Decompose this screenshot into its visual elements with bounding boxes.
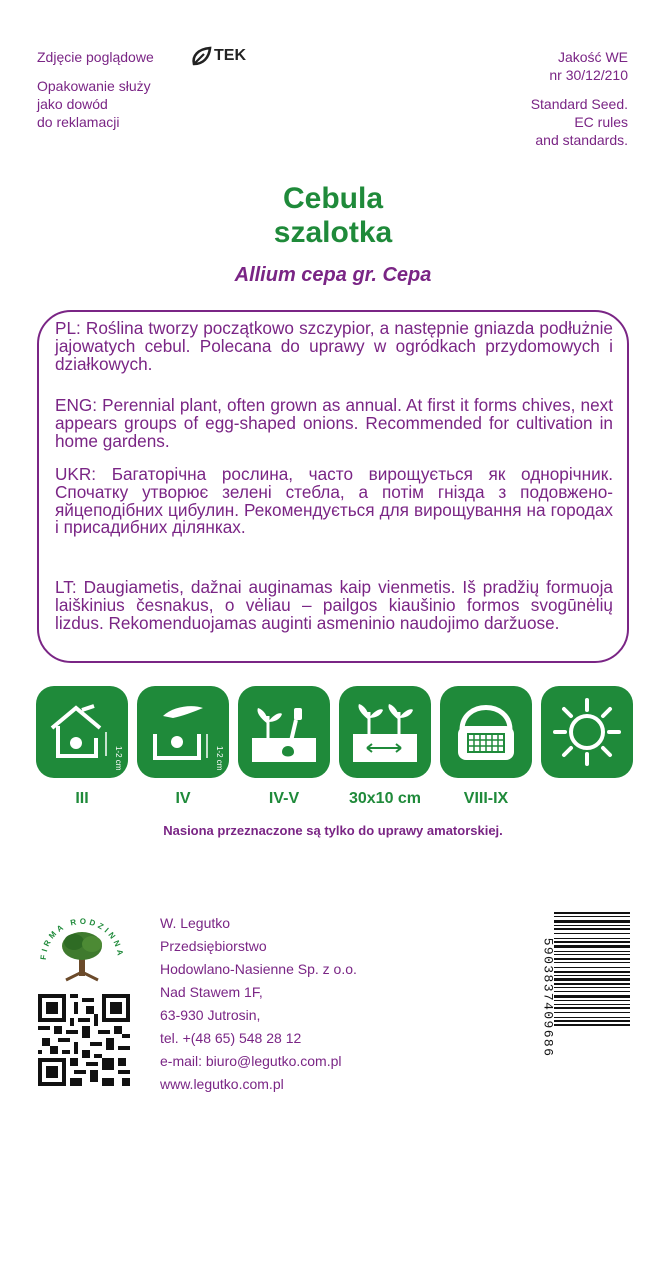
open-ground-sowing-icon — [137, 686, 229, 778]
barcode-bar — [554, 945, 630, 948]
icon-label-sowing-cover: III — [75, 790, 89, 807]
spacing-icon — [339, 686, 431, 778]
standard-note: Standard Seed. EC rules and standards. — [530, 96, 628, 148]
icon-label-sowing-ground: IV — [175, 790, 191, 807]
barcode — [534, 910, 630, 1086]
description-pl: PL: Roślina tworzy początkowo szczypior, a następnie gniazda podłużnie jajowatych cebul. Polecana do uprawy w ogródkach przydomowych i działkowych. — [55, 318, 613, 374]
harvest-basket-icon — [440, 686, 532, 778]
phone: tel. +(48 65) 548 28 12 — [160, 1030, 302, 1046]
barcode-bar — [554, 978, 630, 981]
planting-icon — [238, 686, 330, 778]
icon-label-harvest: VIII-IX — [463, 790, 509, 807]
amateur-note: Nasiona przeznaczone są tylko do uprawy amatorskiej. — [163, 823, 503, 838]
latin-name: Allium cepa gr. Cepa — [234, 264, 432, 286]
svg-text:FIRMA RODZINNA: FIRMA RODZINNA — [38, 916, 126, 961]
barcode-bar — [554, 958, 630, 960]
barcode-bar — [554, 916, 630, 917]
sun-icon — [541, 686, 633, 778]
address-city: 63-930 Jutrosin, — [160, 1007, 261, 1023]
barcode-bar — [554, 975, 630, 976]
company-logo — [36, 908, 128, 988]
company-address: W. Legutko Przedsiębiorstwo Hodowlano-Nasienne Sp. z o.o. Nad Stawem 1F, 63-930 Jutrosin, tel. +(48 65) 548 28 12 e-mail: biuro@legutko.com.pl www.legutko.com.pl — [160, 912, 357, 1096]
website-link[interactable]: www.legutko.com.pl — [160, 1076, 284, 1092]
icon-label-spacing: 30x10 cm — [348, 790, 422, 807]
barcode-bar — [554, 1004, 630, 1005]
barcode-bar — [554, 971, 630, 973]
tek-badge: TEK — [190, 46, 246, 66]
barcode-bar — [554, 933, 630, 934]
barcode-bar — [554, 938, 630, 939]
barcode-bar — [554, 995, 630, 998]
product-title: Cebula szalotka — [273, 182, 393, 249]
description-ukr: UKR: Багаторічна рослина, часто вирощується як однорічник. Спочатку утворює зелені стебла, а потім гнізда з подовжено-яйцеподібних цибулин. Рекомендується для вирощування на городах і присадибних ділянках. — [55, 464, 613, 538]
quality-note: Jakość WE nr 30/12/210 — [549, 49, 628, 83]
description-eng: ENG: Perennial plant, often grown as annual. At first it forms chives, next appears groups of egg-shaped onions. Recommended for cultivation in home gardens. — [55, 395, 613, 451]
barcode-digits: 5903837409686 — [540, 937, 556, 1058]
address-street: Nad Stawem 1F, — [160, 984, 263, 1000]
barcode-bar — [554, 987, 630, 988]
barcode-bar — [554, 983, 630, 985]
icon-label-planting: IV-V — [268, 790, 300, 807]
barcode-bar — [554, 951, 630, 952]
photo-note: Zdjęcie poglądowe — [37, 49, 154, 65]
svg-text:1-2 cm: 1-2 cm — [114, 746, 123, 771]
barcode-bar — [554, 991, 630, 992]
svg-text:1-2 cm: 1-2 cm — [215, 746, 224, 771]
description-lt: LT: Daugiametis, dažnai auginamas kaip vienmetis. Iš pradžių formuoja laiškinius česnakus, o vėliau – pailgos kiaušinio formos svogūnėlių lizdus. Rekomenduojamas auginti asmeninio naudojimo daržuose. — [55, 577, 613, 633]
barcode-bar — [554, 967, 630, 968]
company-name: W. Legutko — [160, 915, 231, 931]
barcode-bar — [554, 928, 630, 930]
package-note: Opakowanie służy jako dowód do reklamacji — [37, 78, 151, 130]
greenhouse-sowing-icon — [36, 686, 128, 778]
qr-code — [38, 994, 130, 1086]
barcode-bar — [554, 1000, 630, 1001]
barcode-bar — [554, 954, 630, 955]
barcode-bar — [554, 925, 630, 926]
barcode-bar — [554, 1017, 630, 1018]
barcode-bar — [554, 1012, 630, 1013]
barcode-bar — [554, 962, 630, 963]
leaf-icon — [190, 46, 212, 66]
barcode-bar — [554, 912, 630, 914]
barcode-bar — [554, 920, 630, 923]
barcode-bar — [554, 1007, 630, 1009]
barcode-bar — [554, 941, 630, 943]
barcode-bar — [554, 1024, 630, 1026]
barcode-bar — [554, 1020, 630, 1022]
email-link[interactable]: e-mail: biuro@legutko.com.pl — [160, 1053, 342, 1069]
